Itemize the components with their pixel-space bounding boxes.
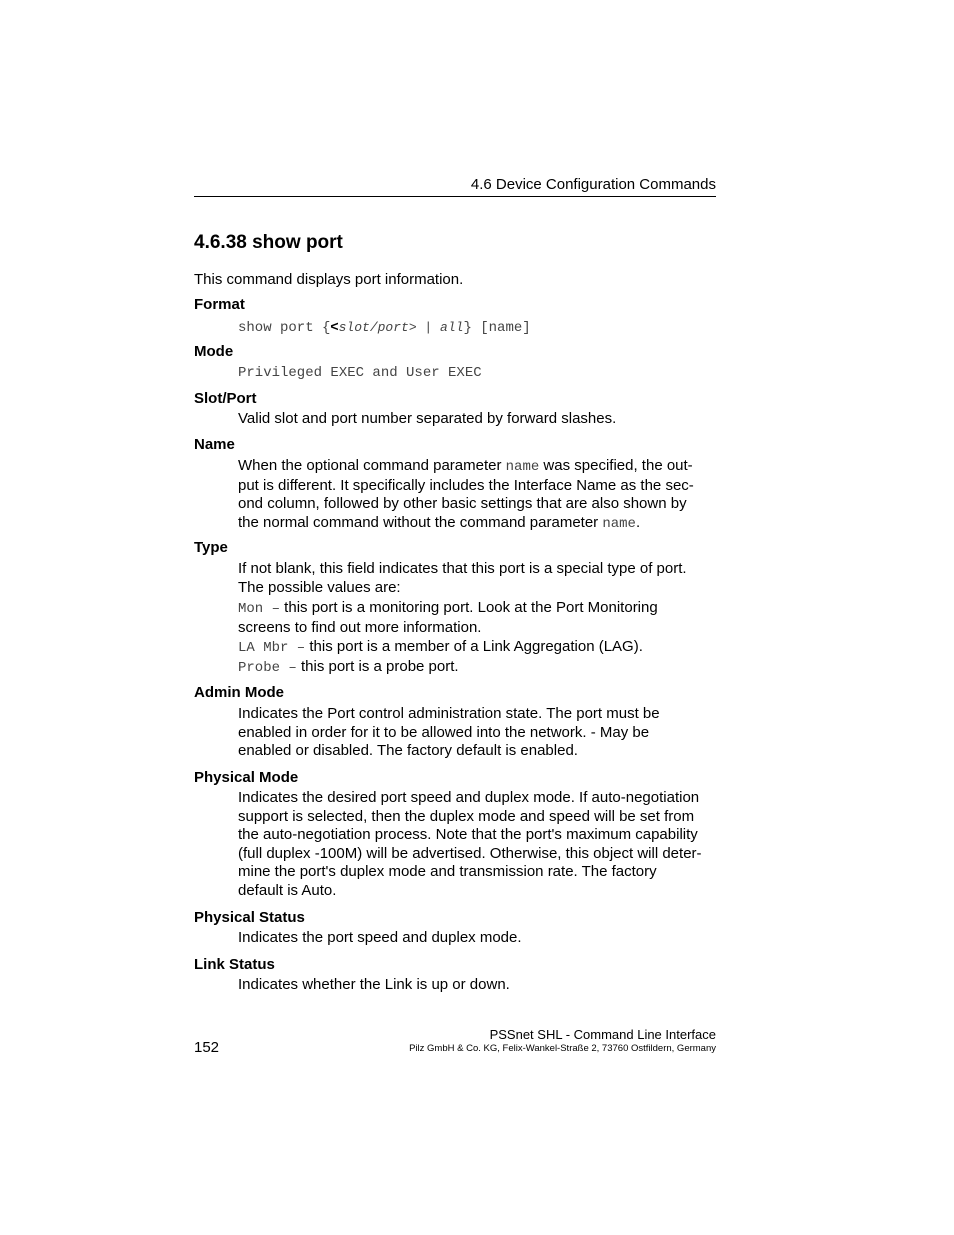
- type-mon-text2: screens to find out more information.: [238, 618, 482, 636]
- mode-term: Mode: [194, 343, 234, 360]
- name-line4b: .: [635, 513, 641, 531]
- type-mon-text1: this port is a monitoring port. Look at the Port Monitoring: [280, 599, 658, 616]
- format-cmd: show port {: [238, 320, 331, 336]
- header-rule: [194, 196, 716, 197]
- format-def: [238, 317, 718, 338]
- name-line1b: was specified, the out-: [539, 457, 693, 474]
- name-line3: ond column, followed by other basic settings that are also shown by: [238, 495, 687, 512]
- admin-mode-def: [238, 705, 718, 761]
- link-status-term: Link Status: [194, 956, 275, 973]
- type-def: [238, 560, 718, 597]
- phys-line5: mine the port's duplex mode and transmission rate. The factory: [238, 863, 657, 880]
- admin-line1: Indicates the Port control administration state. The port must be: [238, 705, 660, 722]
- name-line1a: When the optional command parameter: [238, 457, 506, 474]
- type-mon: [238, 599, 718, 637]
- type-la-code: LA Mbr –: [238, 640, 306, 656]
- link-status-desc: Indicates whether the Link is up or down.: [238, 976, 510, 993]
- name-line2: put is different. It specifically includes the Interface Name as the sec-: [238, 476, 694, 494]
- format-lt: <: [330, 318, 339, 334]
- physical-status-term: Physical Status: [194, 909, 305, 926]
- format-sep: |: [416, 320, 441, 335]
- intro-text: This command displays port information.: [194, 271, 464, 288]
- name-term: Name: [194, 436, 235, 453]
- type-term: Type: [194, 539, 228, 556]
- phys-line6: default is Auto.: [238, 881, 337, 899]
- format-rest: } [name]: [463, 320, 531, 336]
- type-la-text: this port is a member of a Link Aggregation (LAG).: [305, 638, 643, 655]
- running-header: 4.6 Device Configuration Commands: [470, 176, 716, 193]
- name-code-2: name: [602, 515, 636, 532]
- name-def: [238, 457, 718, 533]
- name-code-1: name: [505, 459, 540, 475]
- slot-port-desc: Valid slot and port number separated by forward slashes.: [238, 410, 617, 427]
- physical-mode-def: [238, 789, 718, 900]
- physical-mode-term: Physical Mode: [194, 769, 299, 786]
- format-arg1: slot/port>: [338, 320, 417, 335]
- type-mon-code: Mon –: [238, 601, 281, 617]
- phys-line2: support is selected, then the duplex mode and speed will be set from: [238, 807, 695, 825]
- type-probe-text: this port is a probe port.: [296, 658, 459, 675]
- phys-line1: Indicates the desired port speed and duplex mode. If auto-negotiation: [238, 789, 700, 806]
- admin-line3: enabled or disabled. The factory default is enabled.: [238, 742, 578, 759]
- format-arg2: all: [440, 320, 464, 335]
- admin-line2: enabled in order for it to be allowed into the network. - May be: [238, 723, 650, 741]
- phys-line3: the auto-negotiation process. Note that the port's maximum capability: [238, 826, 698, 843]
- type-la: [238, 638, 718, 658]
- type-probe: [238, 658, 718, 678]
- section-heading: 4.6.38 show port: [194, 232, 343, 253]
- type-probe-code: Probe –: [238, 660, 297, 676]
- footer-company: Pilz GmbH & Co. KG, Felix-Wankel-Straße 2, 73760 Ostfildern, Germany: [409, 1043, 716, 1054]
- physical-status-desc: Indicates the port speed and duplex mode.: [238, 929, 522, 946]
- admin-mode-term: Admin Mode: [194, 684, 284, 701]
- type-line1: If not blank, this field indicates that this port is a special type of port.: [238, 560, 687, 577]
- type-line2: The possible values are:: [238, 578, 401, 596]
- slot-port-term: Slot/Port: [194, 390, 257, 407]
- name-line4a: the normal command without the command parameter: [238, 513, 603, 531]
- footer-title: PSSnet SHL - Command Line Interface: [489, 1027, 716, 1042]
- format-term: Format: [194, 296, 245, 313]
- page-number: 152: [194, 1039, 220, 1056]
- mode-value: Privileged EXEC and User EXEC: [238, 365, 482, 381]
- phys-line4: (full duplex -100M) will be advertised. Otherwise, this object will deter-: [238, 844, 702, 862]
